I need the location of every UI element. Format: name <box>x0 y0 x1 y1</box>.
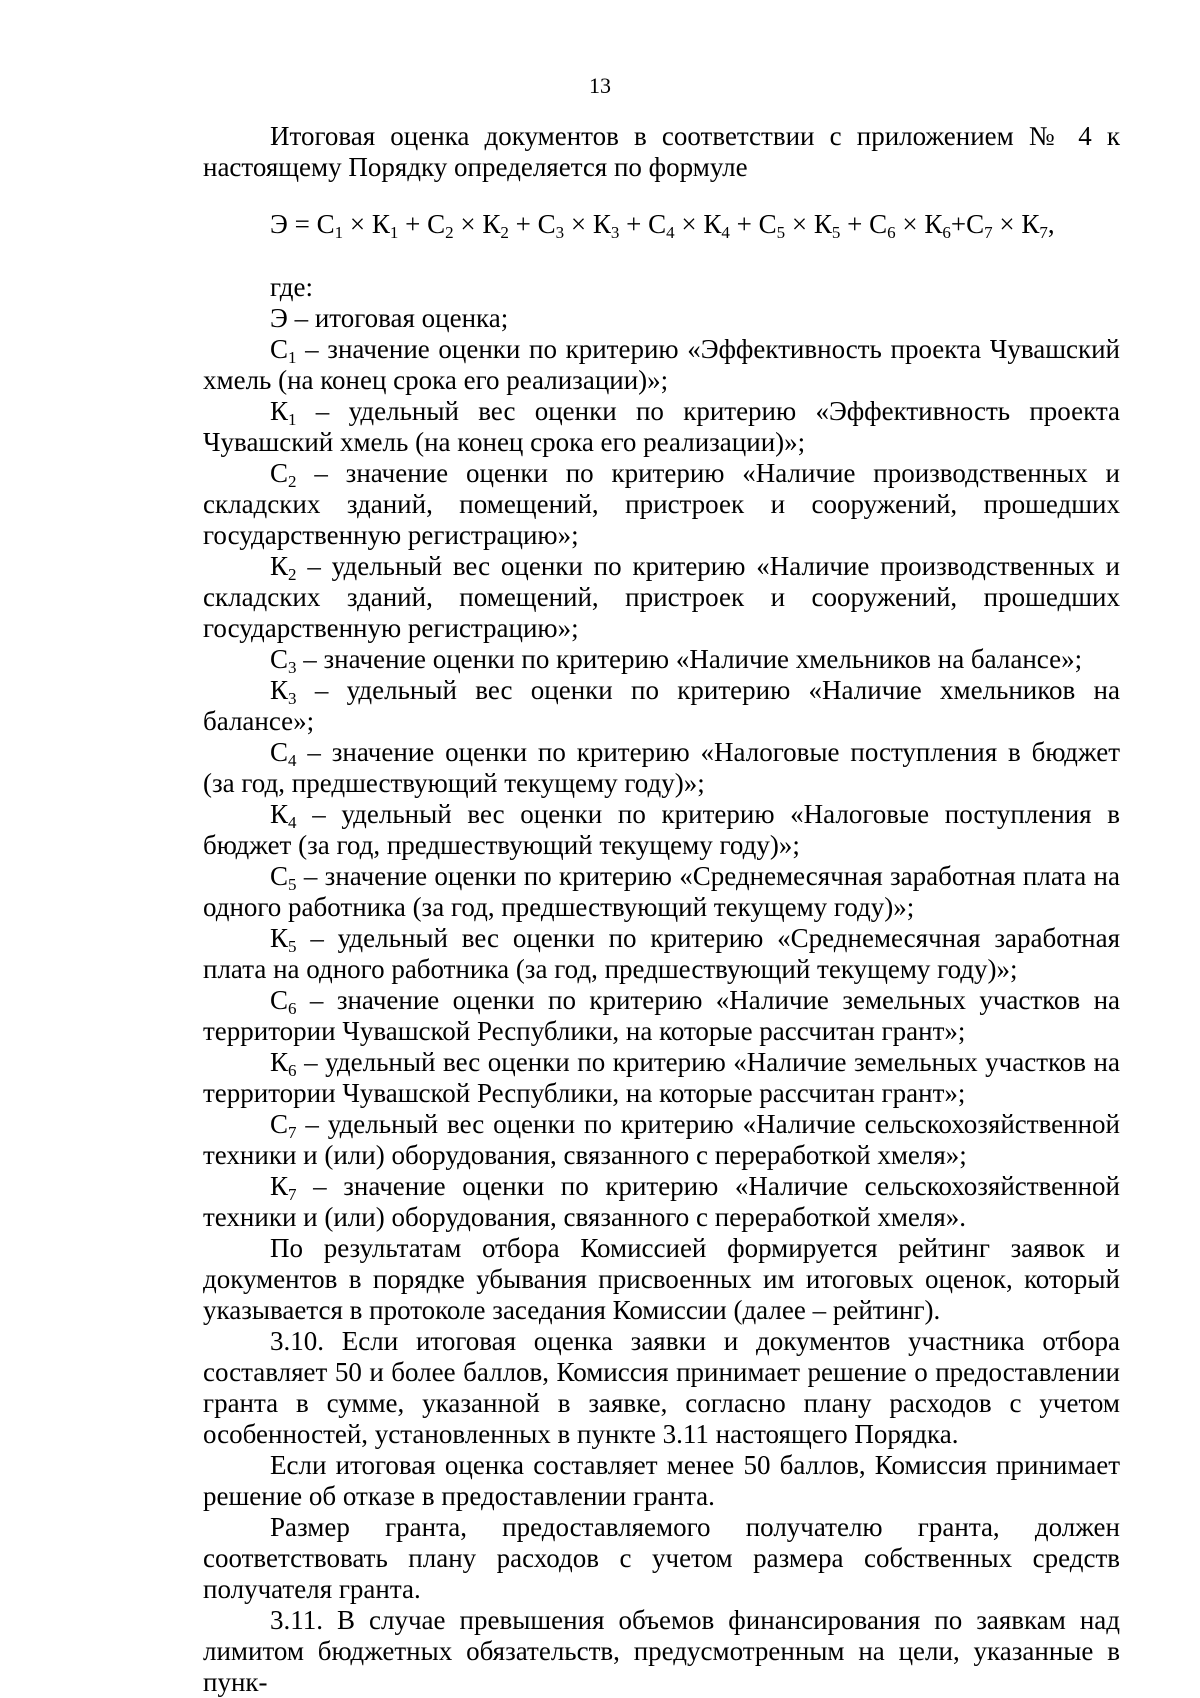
definition-text: – удельный вес оценки по критерию «Эффективность проекта Чувашский хмель (на конец срока его реализации)»; <box>203 396 1120 457</box>
definition-symbol: С <box>270 737 289 767</box>
formula-c-index: 1 <box>334 223 344 242</box>
definition-index: 3 <box>288 658 297 677</box>
formula-c-index: 3 <box>555 223 565 242</box>
definition-item <box>203 396 1120 458</box>
definition-item <box>203 644 1120 675</box>
document-body <box>203 121 1120 1698</box>
definition-index: 4 <box>288 751 297 770</box>
definition-symbol: К <box>270 675 289 705</box>
formula-c-symbol: С <box>427 209 446 239</box>
definition-text: – значение оценки по критерию «Наличие земельных участков на территории Чувашской Республики, на которые рассчитан грант»; <box>203 985 1120 1046</box>
intro-paragraph: Итоговая оценка документов в соответствии с приложением № 4 к настоящему Порядку определяется по формуле <box>203 121 1120 182</box>
definition-item <box>203 1109 1120 1171</box>
definition-index: 6 <box>288 1061 297 1080</box>
definition-item <box>203 334 1120 396</box>
definition-item <box>203 923 1120 985</box>
definition-symbol: С <box>270 334 289 364</box>
formula-c-index: 2 <box>445 223 454 242</box>
definition-text: – значение оценки по критерию «Налоговые поступления в бюджет (за год, предшествующий текущему году)»; <box>203 737 1120 798</box>
definition-symbol: К <box>270 1047 289 1077</box>
definition-text: – значение оценки по критерию «Наличие сельскохозяйственной техники и (или) оборудования, связанного с переработкой хмеля». <box>203 1171 1120 1232</box>
definition-index: 1 <box>288 410 297 429</box>
definition-text: – значение оценки по критерию «Наличие хмельников на балансе»; <box>296 644 1083 674</box>
formula-c-index: 7 <box>984 223 993 242</box>
definition-list <box>203 303 1120 1233</box>
body-paragraph: 3.10. Если итоговая оценка заявки и документов участника отбора составляет 50 и более баллов, Комиссия принимает решение о предоставлении гранта в сумме, указанной в заявке, согласно плану расходов с учетом особенностей, установленных в пункте 3.11 настоящего Порядка. <box>203 1326 1120 1449</box>
definition-symbol: С <box>270 458 289 488</box>
formula-c-symbol: С <box>966 209 985 239</box>
definition-text: – значение оценки по критерию «Наличие производственных и складских зданий, помещений, пристроек и сооружений, прошедших государственную регистрацию»; <box>203 458 1120 550</box>
formula-separator: + <box>398 209 428 239</box>
definition-symbol: К <box>270 1171 289 1201</box>
formula-c-symbol: С <box>869 209 888 239</box>
definition-text: – значение оценки по критерию «Среднемесячная заработная плата на одного работника (за год, предшествующий текущему году)»; <box>203 861 1120 922</box>
body-paragraph: Если итоговая оценка составляет менее 50 баллов, Комиссия принимает решение об отказе в предоставлении гранта. <box>203 1450 1120 1511</box>
page-number: 13 <box>589 73 611 98</box>
definition-text: – удельный вес оценки по критерию «Налоговые поступления в бюджет (за год, предшествующий текущему году)»; <box>203 799 1120 860</box>
formula-separator: , <box>1047 209 1055 239</box>
formula-k-index: 6 <box>942 223 951 242</box>
definition-index: 2 <box>288 565 297 584</box>
formula-separator: + <box>950 209 967 239</box>
formula-c-index: 4 <box>666 223 675 242</box>
definition-symbol: Э <box>270 303 288 333</box>
formula-k-symbol: К <box>924 209 943 239</box>
definition-index: 4 <box>288 813 297 832</box>
body-paragraphs <box>203 1233 1120 1698</box>
definition-item <box>203 1047 1120 1109</box>
formula-k-symbol: К <box>592 209 611 239</box>
formula-k-symbol: К <box>813 209 832 239</box>
formula-k-symbol: К <box>1021 209 1040 239</box>
definition-symbol: С <box>270 861 289 891</box>
body-paragraph: По результатам отбора Комиссией формируется рейтинг заявок и документов в порядке убывания присвоенных им итоговых оценок, который указывается в протоколе заседания Комиссии (далее – рейтинг). <box>203 1233 1120 1325</box>
definition-index: 1 <box>288 348 297 367</box>
formula-c-symbol: С <box>316 209 335 239</box>
definition-text: – итоговая оценка; <box>287 303 509 333</box>
definition-item <box>203 458 1120 551</box>
formula-separator: + <box>840 209 870 239</box>
formula-k-index: 5 <box>831 223 841 242</box>
formula-k-symbol: К <box>482 209 501 239</box>
definition-symbol: С <box>270 644 289 674</box>
definition-text: – удельный вес оценки по критерию «Наличие сельскохозяйственной техники и (или) оборудования, связанного с переработкой хмеля»; <box>203 1109 1120 1170</box>
definition-index: 5 <box>288 937 297 956</box>
definition-text: – значение оценки по критерию «Эффективность проекта Чувашский хмель (на конец срока его реализации)»; <box>203 334 1120 395</box>
score-formula: $Э = С_1 \times К_1 + С_2 \times К_2 + С_3 \times К_3 + С_4 \times К_4 + С_5 \times К_5 + С_6 \times К_6+С_7 \times К_7$, <box>270 209 1055 242</box>
definition-text: – удельный вес оценки по критерию «Наличие земельных участков на территории Чувашской Республики, на которые рассчитан грант»; <box>203 1047 1120 1108</box>
formula-separator: + <box>619 209 649 239</box>
definition-item <box>203 985 1120 1047</box>
definition-symbol: К <box>270 551 289 581</box>
definition-item <box>203 675 1120 737</box>
definition-index: 5 <box>288 875 297 894</box>
definition-index: 7 <box>288 1123 297 1142</box>
formula-c-index: 5 <box>776 223 786 242</box>
definition-symbol: К <box>270 799 289 829</box>
definition-item <box>203 861 1120 923</box>
definition-index: 6 <box>288 999 297 1018</box>
definition-item <box>203 551 1120 644</box>
definition-item <box>203 1171 1120 1233</box>
definition-index: 3 <box>288 689 297 708</box>
formula-k-index: 1 <box>389 223 399 242</box>
definition-index: 7 <box>288 1185 297 1204</box>
where-label: где: <box>270 272 313 302</box>
formula-c-index: 6 <box>887 223 896 242</box>
formula-k-index: 3 <box>610 223 620 242</box>
definition-symbol: К <box>270 923 289 953</box>
formula-k-index: 4 <box>721 223 730 242</box>
formula-separator: + <box>729 209 759 239</box>
definition-symbol: С <box>270 985 289 1015</box>
formula-lhs: Э <box>270 209 288 239</box>
definition-item <box>203 737 1120 799</box>
definition-text: – удельный вес оценки по критерию «Наличие производственных и складских зданий, помещений, пристроек и сооружений, прошедших государственную регистрацию»; <box>203 551 1120 643</box>
formula-k-symbol: К <box>703 209 722 239</box>
definition-text: – удельный вес оценки по критерию «Наличие хмельников на балансе»; <box>203 675 1120 736</box>
formula-c-symbol: С <box>648 209 667 239</box>
body-paragraph: Размер гранта, предоставляемого получателю гранта, должен соответствовать плану расходов с учетом размера собственных средств получателя гранта. <box>203 1512 1120 1604</box>
definition-text: – удельный вес оценки по критерию «Среднемесячная заработная плата на одного работника (за год, предшествующий текущему году)»; <box>203 923 1120 984</box>
definition-index: 2 <box>288 472 297 491</box>
definition-item <box>203 799 1120 861</box>
formula-c-symbol: С <box>537 209 556 239</box>
body-paragraph: 3.11. В случае превышения объемов финансирования по заявкам над лимитом бюджетных обязательств, предусмотренным на цели, указанные в пунк- <box>203 1605 1120 1697</box>
formula-k-index: 7 <box>1039 223 1048 242</box>
formula-k-index: 2 <box>500 223 509 242</box>
definition-symbol: С <box>270 1109 289 1139</box>
definition-symbol: К <box>270 396 289 426</box>
formula-c-symbol: С <box>758 209 777 239</box>
formula-separator: + <box>508 209 538 239</box>
definition-item <box>203 303 1120 334</box>
formula-k-symbol: К <box>371 209 390 239</box>
